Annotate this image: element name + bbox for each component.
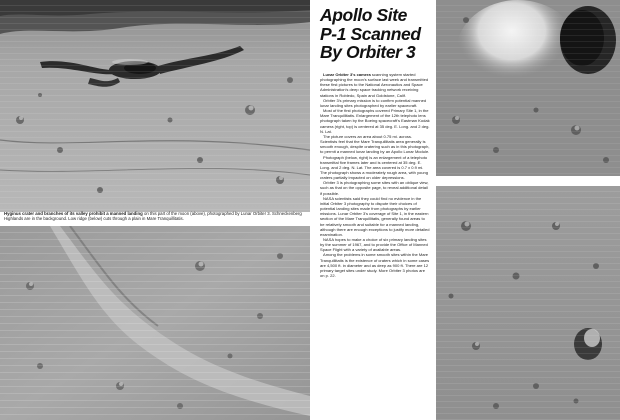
body-paragraph-8: NASA hopes to make a choice of six primary landing sites by the summer of 1967, and to provide the Office of Manned Space Flight with a variety of available areas. [320,237,428,253]
caption-lead: Hyginus crater and branches of its valley prohibit a manned landing [4,211,143,216]
body-paragraph-4: The picture covers an area about 0.75 mi. across. Scientists feel that the Mare Tranquillitatis area generally is smooth enough, despite cratering such as in this photograph, to permit a manned lunar landing by an Apollo Lunar Module. [320,133,430,155]
telephoto-crater-photo [436,0,620,176]
article-body [320,72,430,278]
body-paragraph-5: Photograph (below, right) is an enlargement of a telephoto transmittal five frames later and is centered at 35 deg. E. Long. and 2 deg. N. Lat. The area covered is 0.7 x 0.9 mi. The photograph shows a moderately rough area, with young craters partially impacted on older depressions. [320,154,428,181]
article-column [316,0,432,420]
caption-text: on this part of the moon (above), photographed by Lunar Orbiter 3. Schneckenberg Highlands are in the background. Low ridge (below) cuts through a plain in Mare Tranquillitatis. [4,211,302,222]
body-paragraph-9: Among the problems in some smooth sites within the Mare Tranquillitatis is the existence of craters which in some cases are 4,500 ft. in diameter and as deep as 900 ft. There are 12 primary target sites under study. More Orbiter 3 photos are on p. 22. [320,252,430,279]
ridge-plain-photo [0,226,310,420]
body-paragraph-1-text: scanning system started photographing the moon's surface last week and transmitted these first pictures to the National Aeronautics and Space Administration's deep space tracking network receiving stations in Robledo, Spain and Goldstone, Calif. [320,72,429,98]
headline-line-2: P-1 Scanned [320,23,421,44]
telephoto-rough-area-photo [436,186,620,420]
body-paragraph-6: Orbiter 3 is photographing some sites with an oblique view, such as that on the opposite page, to reveal additional detail if possible. [320,180,429,196]
hyginus-crater-photo [0,0,310,212]
article-headline [320,6,432,62]
body-paragraph-1 [320,72,430,98]
body-paragraph-2: Orbiter 3's primary mission is to confirm potential manned lunar landing sites photographed by earlier spacecraft. [320,97,427,108]
body-lead: Lunar Orbiter 3's camera [323,72,371,77]
body-paragraph-3: Most of the first photographs covered Primary Site 1, in the Mare Tranquillitatis. Enlargement of the 12th telephoto lens photograph taken by the Boeing spacecraft's Eastman Kodak camera (right, top) is centered at 35 deg. E. Long. and 2 deg. N. Lat. [320,108,430,134]
headline-line-3: By Orbiter 3 [320,42,416,62]
headline-line-1: Apollo Site [320,5,407,25]
photo-caption [4,211,308,222]
body-paragraph-7: NASA scientists said they could find no evidence in the initial Orbiter 3 photography to dispute their choices of potential landing sites made from photographs by earlier missions. Lunar Orbiter 3's coverage of Site 1, in the eastern section of the Mare Tranquillitatis, generally found areas to be relatively smooth and suitable for a manned landing, although there are enough exceptions to justify more detailed examination. [320,195,430,237]
